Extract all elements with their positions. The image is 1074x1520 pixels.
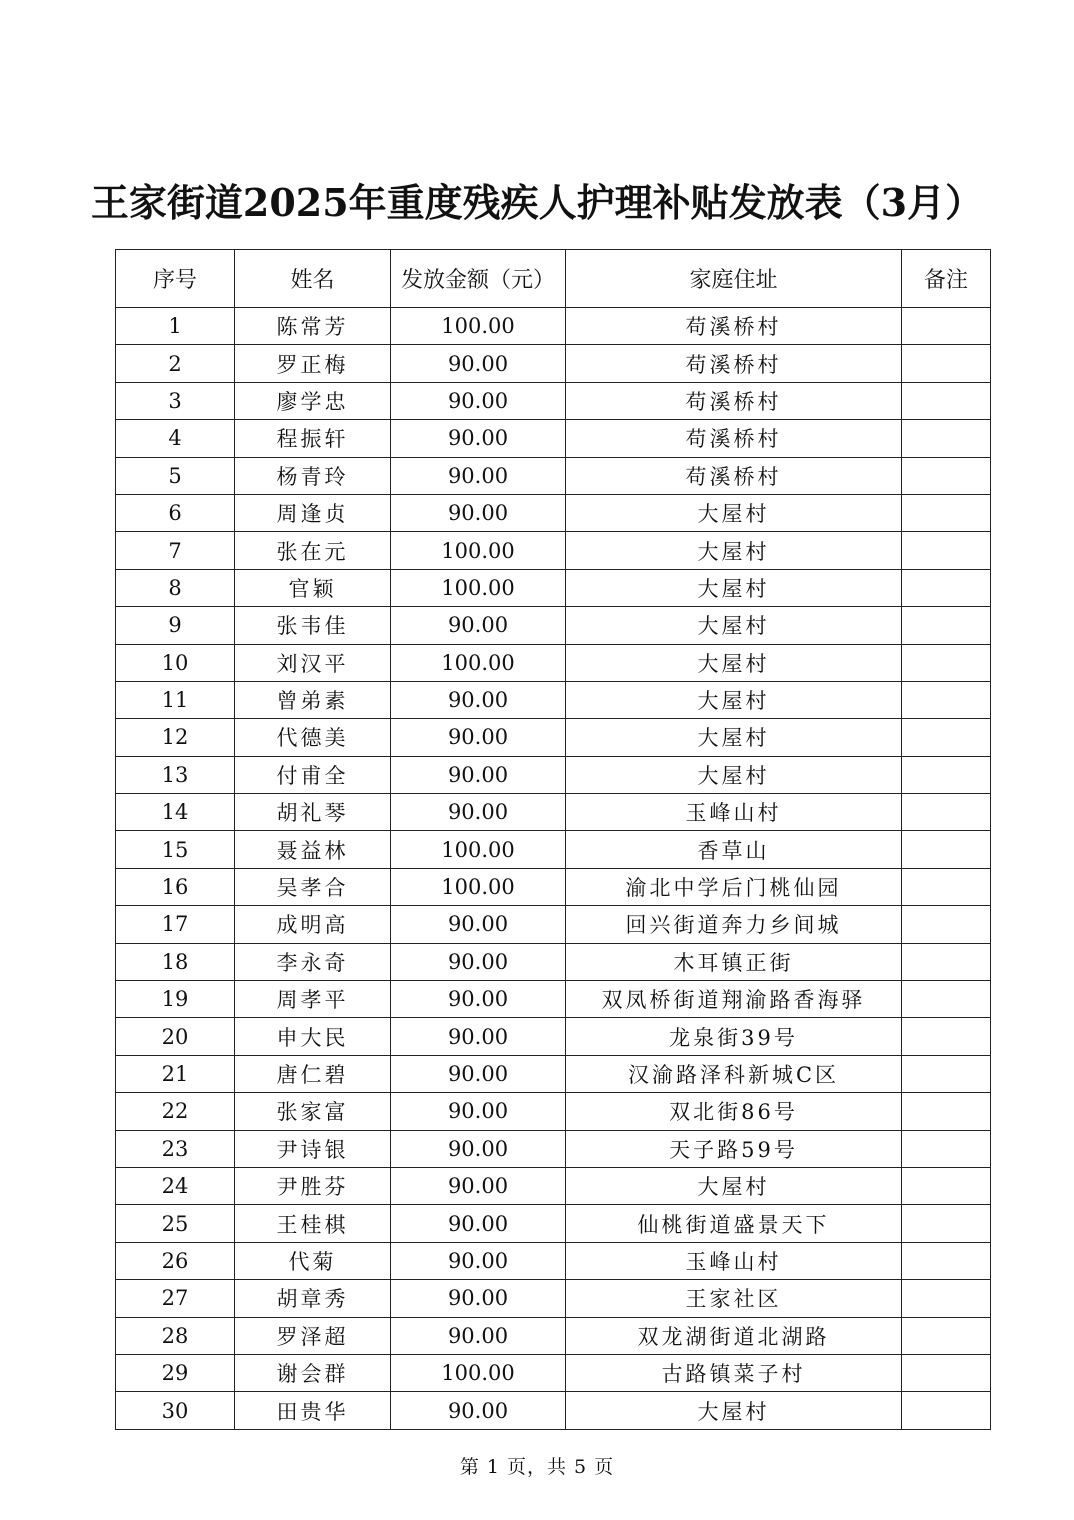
- cell-remark: [902, 607, 991, 644]
- cell-remark: [902, 868, 991, 905]
- cell-remark: [902, 1018, 991, 1055]
- table-row: [116, 1167, 991, 1204]
- table-header-row: [116, 250, 991, 308]
- cell-remark: [902, 644, 991, 681]
- table-row: [116, 1093, 991, 1130]
- cell-name: 付甫全: [235, 756, 391, 793]
- cell-amount: 100.00: [391, 831, 566, 868]
- cell-seq: 17: [116, 906, 235, 943]
- cell-amount: 90.00: [391, 1130, 566, 1167]
- cell-name: 谢会群: [235, 1354, 391, 1391]
- cell-seq: 23: [116, 1130, 235, 1167]
- cell-amount: 90.00: [391, 943, 566, 980]
- table-row: [116, 644, 991, 681]
- cell-remark: [902, 1093, 991, 1130]
- cell-name: 曾弟素: [235, 681, 391, 718]
- cell-address: 大屋村: [566, 532, 902, 569]
- cell-seq: 16: [116, 868, 235, 905]
- cell-remark: [902, 906, 991, 943]
- cell-seq: 26: [116, 1242, 235, 1279]
- cell-name: 程振轩: [235, 420, 391, 457]
- cell-amount: 100.00: [391, 569, 566, 606]
- cell-remark: [902, 831, 991, 868]
- cell-name: 成明高: [235, 906, 391, 943]
- cell-remark: [902, 1055, 991, 1092]
- subsidy-table: [115, 249, 991, 1430]
- cell-name: 罗泽超: [235, 1317, 391, 1354]
- cell-seq: 12: [116, 719, 235, 756]
- cell-seq: 15: [116, 831, 235, 868]
- cell-remark: [902, 345, 991, 382]
- cell-name: 罗正梅: [235, 345, 391, 382]
- cell-amount: 90.00: [391, 1093, 566, 1130]
- cell-name: 周孝平: [235, 981, 391, 1018]
- table-row: [116, 308, 991, 345]
- cell-seq: 1: [116, 308, 235, 345]
- table-body: [116, 308, 991, 1430]
- cell-name: 廖学忠: [235, 382, 391, 419]
- cell-name: 陈常芳: [235, 308, 391, 345]
- cell-seq: 29: [116, 1354, 235, 1391]
- cell-address: 苟溪桥村: [566, 457, 902, 494]
- cell-seq: 7: [116, 532, 235, 569]
- table-row: [116, 943, 991, 980]
- cell-remark: [902, 1167, 991, 1204]
- cell-seq: 19: [116, 981, 235, 1018]
- header-address: 家庭住址: [566, 250, 902, 308]
- cell-name: 田贵华: [235, 1392, 391, 1429]
- cell-remark: [902, 1392, 991, 1429]
- table-row: [116, 382, 991, 419]
- cell-amount: 90.00: [391, 906, 566, 943]
- table-row: [116, 719, 991, 756]
- header-amount: 发放金额（元）: [391, 250, 566, 308]
- cell-name: 杨青玲: [235, 457, 391, 494]
- cell-amount: 100.00: [391, 644, 566, 681]
- cell-remark: [902, 1130, 991, 1167]
- cell-remark: [902, 1280, 991, 1317]
- cell-address: 苟溪桥村: [566, 420, 902, 457]
- cell-amount: 90.00: [391, 981, 566, 1018]
- cell-amount: 90.00: [391, 1018, 566, 1055]
- table-row: [116, 569, 991, 606]
- table-row: [116, 420, 991, 457]
- cell-address: 仙桃街道盛景天下: [566, 1205, 902, 1242]
- cell-name: 代德美: [235, 719, 391, 756]
- cell-name: 聂益林: [235, 831, 391, 868]
- cell-name: 胡礼琴: [235, 794, 391, 831]
- cell-seq: 9: [116, 607, 235, 644]
- cell-seq: 20: [116, 1018, 235, 1055]
- cell-amount: 90.00: [391, 457, 566, 494]
- cell-name: 刘汉平: [235, 644, 391, 681]
- cell-remark: [902, 569, 991, 606]
- cell-name: 官颖: [235, 569, 391, 606]
- header-remark: 备注: [902, 250, 991, 308]
- cell-seq: 11: [116, 681, 235, 718]
- cell-address: 苟溪桥村: [566, 382, 902, 419]
- cell-address: 天子路59号: [566, 1130, 902, 1167]
- cell-amount: 90.00: [391, 681, 566, 718]
- table-row: [116, 1205, 991, 1242]
- cell-seq: 4: [116, 420, 235, 457]
- table-row: [116, 1055, 991, 1092]
- cell-name: 尹胜芬: [235, 1167, 391, 1204]
- cell-address: 大屋村: [566, 756, 902, 793]
- cell-address: 大屋村: [566, 569, 902, 606]
- cell-name: 张韦佳: [235, 607, 391, 644]
- cell-seq: 3: [116, 382, 235, 419]
- cell-remark: [902, 457, 991, 494]
- cell-name: 尹诗银: [235, 1130, 391, 1167]
- table-row: [116, 831, 991, 868]
- cell-amount: 100.00: [391, 308, 566, 345]
- cell-address: 苟溪桥村: [566, 308, 902, 345]
- cell-address: 龙泉街39号: [566, 1018, 902, 1055]
- table-row: [116, 1018, 991, 1055]
- cell-address: 回兴街道奔力乡间城: [566, 906, 902, 943]
- cell-address: 大屋村: [566, 607, 902, 644]
- cell-address: 大屋村: [566, 644, 902, 681]
- cell-address: 大屋村: [566, 1392, 902, 1429]
- cell-amount: 90.00: [391, 756, 566, 793]
- cell-remark: [902, 1242, 991, 1279]
- table-row: [116, 1317, 991, 1354]
- cell-amount: 90.00: [391, 1242, 566, 1279]
- cell-amount: 100.00: [391, 868, 566, 905]
- cell-name: 张家富: [235, 1093, 391, 1130]
- cell-name: 周逢贞: [235, 494, 391, 531]
- page-footer: 第 1 页，共 5 页: [459, 1456, 615, 1478]
- cell-name: 胡章秀: [235, 1280, 391, 1317]
- cell-address: 玉峰山村: [566, 1242, 902, 1279]
- table-row: [116, 1130, 991, 1167]
- cell-amount: 90.00: [391, 1205, 566, 1242]
- table-row: [116, 1354, 991, 1391]
- cell-amount: 90.00: [391, 420, 566, 457]
- cell-seq: 28: [116, 1317, 235, 1354]
- cell-amount: 90.00: [391, 345, 566, 382]
- cell-seq: 22: [116, 1093, 235, 1130]
- cell-remark: [902, 532, 991, 569]
- cell-amount: 90.00: [391, 794, 566, 831]
- table-row: [116, 345, 991, 382]
- table-row: [116, 906, 991, 943]
- cell-name: 唐仁碧: [235, 1055, 391, 1092]
- table-row: [116, 1280, 991, 1317]
- table-row: [116, 868, 991, 905]
- cell-seq: 25: [116, 1205, 235, 1242]
- cell-name: 王桂棋: [235, 1205, 391, 1242]
- cell-seq: 5: [116, 457, 235, 494]
- cell-seq: 24: [116, 1167, 235, 1204]
- cell-seq: 18: [116, 943, 235, 980]
- page-title: 王家街道2025年重度残疾人护理补贴发放表（3月）: [90, 180, 984, 225]
- cell-amount: 90.00: [391, 494, 566, 531]
- cell-name: 代菊: [235, 1242, 391, 1279]
- table-row: [116, 532, 991, 569]
- cell-address: 大屋村: [566, 494, 902, 531]
- cell-remark: [902, 382, 991, 419]
- cell-amount: 90.00: [391, 1317, 566, 1354]
- cell-seq: 6: [116, 494, 235, 531]
- cell-amount: 90.00: [391, 382, 566, 419]
- cell-remark: [902, 1205, 991, 1242]
- table-row: [116, 681, 991, 718]
- cell-amount: 90.00: [391, 1280, 566, 1317]
- cell-remark: [902, 719, 991, 756]
- cell-name: 张在元: [235, 532, 391, 569]
- cell-amount: 100.00: [391, 1354, 566, 1391]
- cell-address: 香草山: [566, 831, 902, 868]
- cell-seq: 2: [116, 345, 235, 382]
- cell-name: 李永奇: [235, 943, 391, 980]
- cell-amount: 90.00: [391, 1055, 566, 1092]
- cell-name: 申大民: [235, 1018, 391, 1055]
- cell-remark: [902, 756, 991, 793]
- cell-address: 大屋村: [566, 719, 902, 756]
- cell-address: 大屋村: [566, 681, 902, 718]
- cell-address: 渝北中学后门桃仙园: [566, 868, 902, 905]
- cell-seq: 30: [116, 1392, 235, 1429]
- cell-remark: [902, 1317, 991, 1354]
- cell-address: 汉渝路泽科新城C区: [566, 1055, 902, 1092]
- table-row: [116, 756, 991, 793]
- cell-seq: 27: [116, 1280, 235, 1317]
- cell-remark: [902, 981, 991, 1018]
- cell-remark: [902, 794, 991, 831]
- cell-address: 木耳镇正街: [566, 943, 902, 980]
- cell-amount: 90.00: [391, 719, 566, 756]
- cell-seq: 10: [116, 644, 235, 681]
- table-row: [116, 494, 991, 531]
- cell-amount: 90.00: [391, 1392, 566, 1429]
- cell-amount: 90.00: [391, 607, 566, 644]
- cell-address: 双北街86号: [566, 1093, 902, 1130]
- cell-remark: [902, 681, 991, 718]
- cell-seq: 8: [116, 569, 235, 606]
- cell-address: 古路镇菜子村: [566, 1354, 902, 1391]
- table-row: [116, 607, 991, 644]
- cell-remark: [902, 1354, 991, 1391]
- cell-amount: 100.00: [391, 532, 566, 569]
- table-row: [116, 981, 991, 1018]
- table-row: [116, 1242, 991, 1279]
- cell-address: 大屋村: [566, 1167, 902, 1204]
- cell-remark: [902, 494, 991, 531]
- cell-seq: 21: [116, 1055, 235, 1092]
- table-row: [116, 1392, 991, 1429]
- header-seq: 序号: [116, 250, 235, 308]
- cell-name: 吴孝合: [235, 868, 391, 905]
- cell-address: 王家社区: [566, 1280, 902, 1317]
- cell-address: 玉峰山村: [566, 794, 902, 831]
- cell-remark: [902, 308, 991, 345]
- cell-remark: [902, 420, 991, 457]
- table-row: [116, 457, 991, 494]
- header-name: 姓名: [235, 250, 391, 308]
- cell-address: 双龙湖街道北湖路: [566, 1317, 902, 1354]
- table-row: [116, 794, 991, 831]
- cell-seq: 13: [116, 756, 235, 793]
- cell-remark: [902, 943, 991, 980]
- cell-seq: 14: [116, 794, 235, 831]
- cell-address: 双凤桥街道翔渝路香海驿: [566, 981, 902, 1018]
- cell-amount: 90.00: [391, 1167, 566, 1204]
- cell-address: 苟溪桥村: [566, 345, 902, 382]
